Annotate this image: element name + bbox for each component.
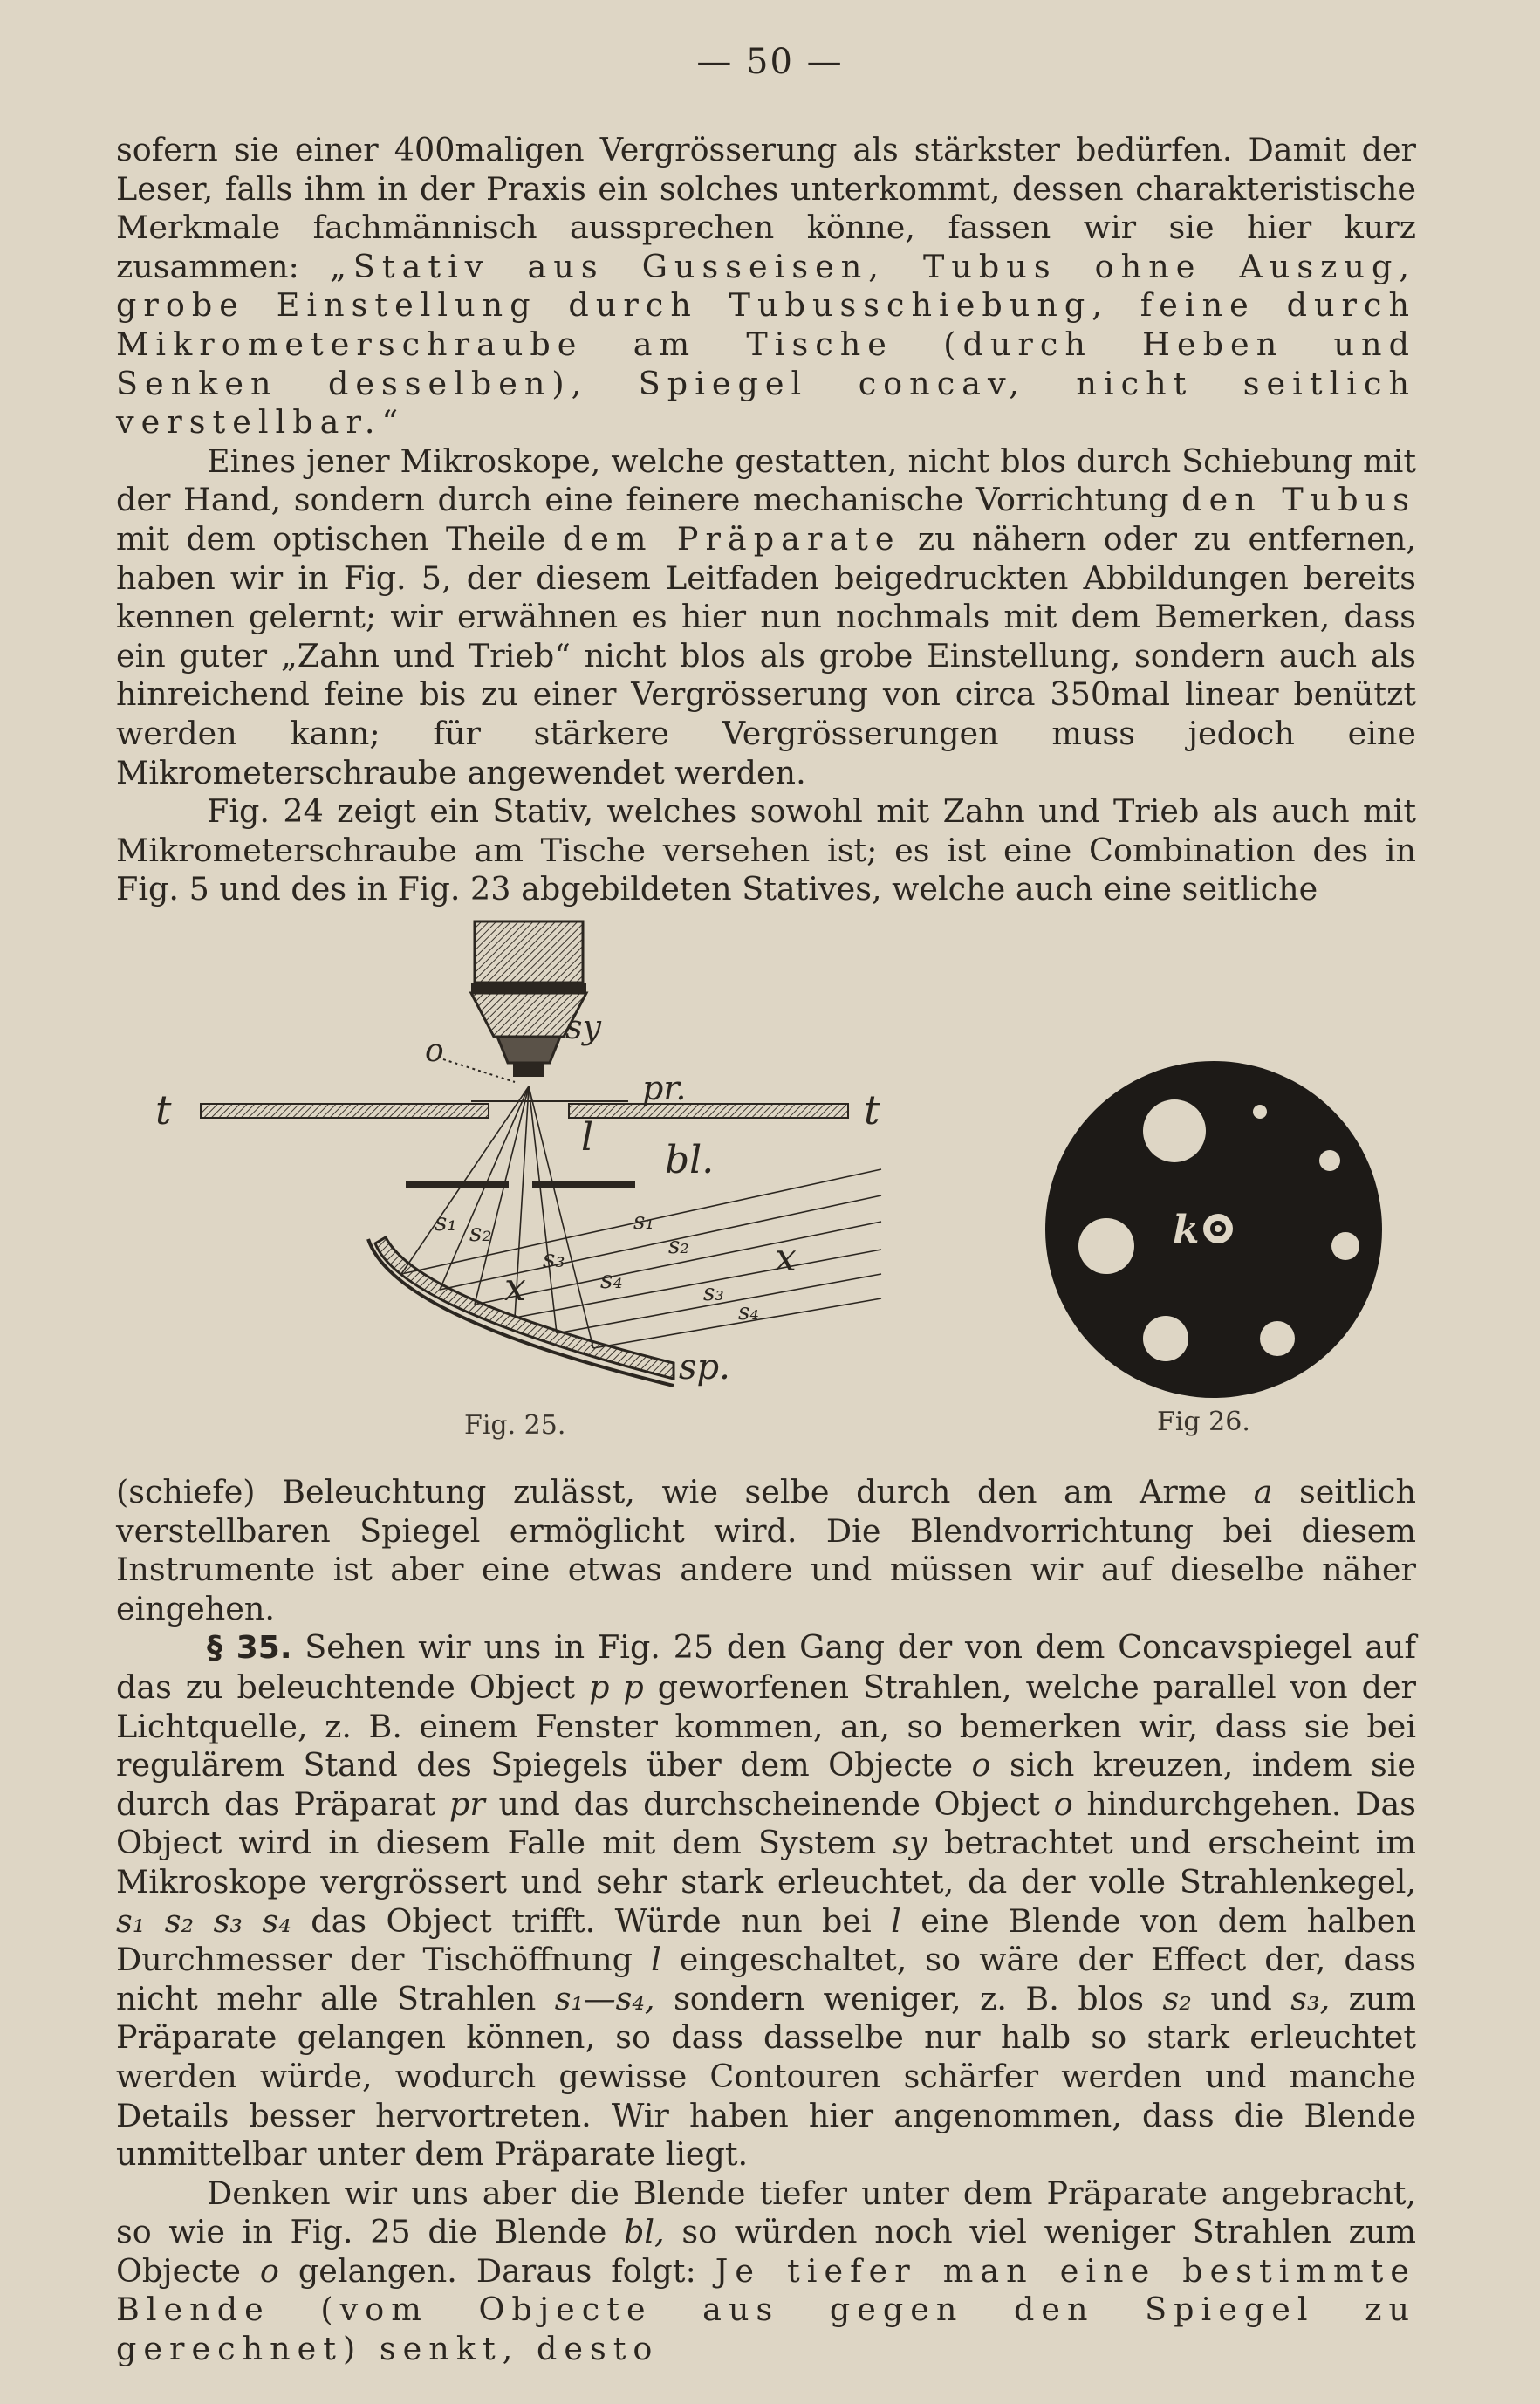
section-number: § 35. (207, 1630, 292, 1667)
paragraph-4 (116, 1473, 1416, 1628)
paragraph-4-text-b: seitlich verstellbaren Spiegel ermöglicht wird. Die Blendvorrichtung bei diesem Instrumente ist aber eine etwas andere und müssen wir auf dieselbe näher eingehen. (116, 1473, 1417, 1627)
p5-t2: geworfenen Strahlen, welche parallel von der Lichtquelle, z. B. einem Fenster kommen, an, so bemerken wir, dass sie bei regulärem Stand des Spiegels über dem Objecte (116, 1668, 1416, 1784)
text-block-top (116, 131, 1416, 909)
paragraph-2-text-c: zu nähern oder zu entfernen, haben wir in Fig. 5, der diesem Leitfaden beigedruckten Abbildungen bereits kennen gelernt; wir erwähnen es hier nun nochmals mit dem Bemerken, dass ein guter „Zahn und Trieb“ nicht blos als grobe Einstellung, sondern auch als hinreichend feine bis zu einer Vergrösserung von circa 350mal linear benützt werden kann; für stärkere Vergrösserungen muss jedoch eine Mikrometerschraube angewendet werden. (116, 519, 1416, 791)
stativ-definition-quote: „Stativ aus Gusseisen, Tubus ohne Auszug, grobe Einstellung durch Tubusschiebung, feine durch Mikrometerschraube am Tische (durch Heben und Senken desselben), Spiegel concav, nicht seitlich verstellbar.“ (116, 247, 1416, 442)
diaphragm-left (406, 1181, 509, 1188)
p5-t9: eingeschaltet, so wäre der Effect der, dass nicht mehr alle Strahlen (116, 1941, 1416, 2017)
p5-t12: zum Präparate gelangen können, so dass dasselbe nur halb so stark erleuchtet werden würde, wodurch gewisse Contouren schärfer werden und manche Details besser hervortreten. Wir haben hier angenommen, dass die Blende unmittelbar unter dem Präparate liegt. (116, 1979, 1416, 2174)
diaphragm-right (532, 1181, 635, 1188)
p5-t5: hindurchgehen. Das Object wird in diesem Falle mit dem System (116, 1784, 1416, 1862)
p5-pr: pr (449, 1784, 485, 1823)
paragraph-2-text-a: Eines jener Mikroskope, welche gestatten, nicht blos durch Schiebung mit der Hand, sondern durch eine feinere mechanische Vorrichtung (116, 442, 1416, 519)
page-number: — 50 — (696, 42, 844, 82)
figure-26-diaphragm-disc (1044, 1059, 1384, 1400)
p5-t4: und das durchscheinende Object (498, 1784, 1040, 1823)
label-o: o (425, 1033, 444, 1069)
paragraph-5 (116, 1628, 1416, 2174)
label-t-right: t (864, 1086, 880, 1134)
p5-l2: l (651, 1941, 661, 1979)
paragraph-1-text: sofern sie einer 400maligen Vergrösserung als stärkster bedürfen. Damit der Leser, falls ihm in der Praxis ein solches unterkommt, dessen charakteristische Merkmale fachmännisch aussprechen könne, fassen wir sie hier kurz zusammen: (116, 131, 1416, 285)
p5-s3: s₃, (1290, 1979, 1331, 2017)
figure-25-diagram (140, 907, 907, 1396)
label-s2-right: s₂ (668, 1233, 689, 1259)
p5-s2: s₂ (1162, 1979, 1192, 2017)
p5-sy: sy (893, 1824, 927, 1862)
figure-25-caption: Fig. 25. (464, 1410, 566, 1441)
label-s1-left: s₁ (435, 1208, 457, 1236)
label-s4-right: s₄ (738, 1299, 759, 1325)
p6-t3: gelangen. Daraus folgt: (298, 2251, 696, 2290)
label-s3-right: s₃ (703, 1280, 724, 1306)
p5-s-series: s₁ s₂ s₃ s₄ (116, 1901, 291, 1940)
paragraph-1 (116, 131, 1416, 442)
p5-s1-s4: s₁—s₄, (554, 1979, 655, 2017)
paragraph-4-text-a: (schiefe) Beleuchtung zulässt, wie selbe durch den am Arme (116, 1473, 1228, 1510)
label-pr: pr. (642, 1069, 687, 1107)
label-l: l (581, 1115, 594, 1160)
paragraph-2 (116, 442, 1416, 792)
p6-t1: Denken wir uns aber die Blende tiefer unter dem Präparate angebracht, so wie in Fig. 25 die Blende (116, 2174, 1416, 2251)
paragraph-3: Fig. 24 zeigt ein Stativ, welches sowohl mit Zahn und Trieb als auch mit Mikrometerschraube am Tische versehen ist; es ist eine Combination des in Fig. 5 und des in Fig. 23 abgebildeten Statives, welche auch eine seitliche (116, 792, 1416, 908)
p5-t10: sondern weniger, z. B. blos (674, 1979, 1145, 2017)
stage-plate-left (201, 1104, 489, 1118)
label-s1-right: s₁ (633, 1209, 654, 1235)
p5-l1: l (891, 1901, 901, 1940)
text-block-bottom (116, 1473, 1416, 2369)
paragraph-6 (116, 2175, 1416, 2369)
p5-pp: p p (589, 1668, 644, 1706)
label-s3-left: s₃ (543, 1244, 565, 1273)
stage-plate-right (569, 1104, 848, 1118)
p5-t7: das Object trifft. Würde nun bei (311, 1901, 872, 1940)
p6-spaced-rule: Je tiefer man eine bestimmte Blende (vom Objecte aus gegen den Spiegel zu gerechnet) senkt, desto (116, 2251, 1417, 2368)
paragraph-2-spaced-b: dem Präparate (562, 519, 901, 558)
p5-t8: eine Blende von dem halben Durchmesser der Tischöffnung (116, 1901, 1416, 1979)
paragraph-2-text-b: mit dem optischen Theile (116, 519, 546, 558)
paragraph-2-spaced-a: den Tubus (1181, 481, 1416, 519)
p6-bl: bl, (624, 2213, 665, 2251)
label-sp: sp. (679, 1347, 730, 1387)
arm-a-italic: a (1253, 1473, 1273, 1510)
p6-t2: so würden noch viel weniger Strahlen zum Objecte (116, 2213, 1416, 2290)
figure-26-caption: Fig 26. (1157, 1407, 1250, 1437)
p5-t6: betrachtet und erscheint im Mikroskope vergrössert und sehr stark erleuchtet, da der volle Strahlenkegel, (116, 1824, 1416, 1901)
objective-lens-icon (471, 921, 586, 1077)
p5-o2: o (1053, 1784, 1073, 1823)
label-sy: sy (565, 1008, 601, 1046)
label-k: k (1173, 1208, 1200, 1252)
p5-t3: sich kreuzen, indem sie durch das Präparat (116, 1746, 1417, 1823)
p6-o: o (259, 2251, 279, 2290)
p5-o1: o (971, 1746, 991, 1784)
p5-t1: Sehen wir uns in Fig. 25 den Gang der von dem Concavspiegel auf das zu beleuchtende Object (116, 1628, 1417, 1706)
label-s2-left: s₂ (469, 1218, 492, 1247)
label-x-right: x (775, 1236, 797, 1280)
label-s4-left: s₄ (600, 1265, 623, 1294)
p5-t11: und (1210, 1979, 1272, 2017)
label-t-left: t (155, 1086, 172, 1134)
label-bl: bl. (665, 1138, 715, 1182)
label-x-left: x (504, 1265, 526, 1310)
